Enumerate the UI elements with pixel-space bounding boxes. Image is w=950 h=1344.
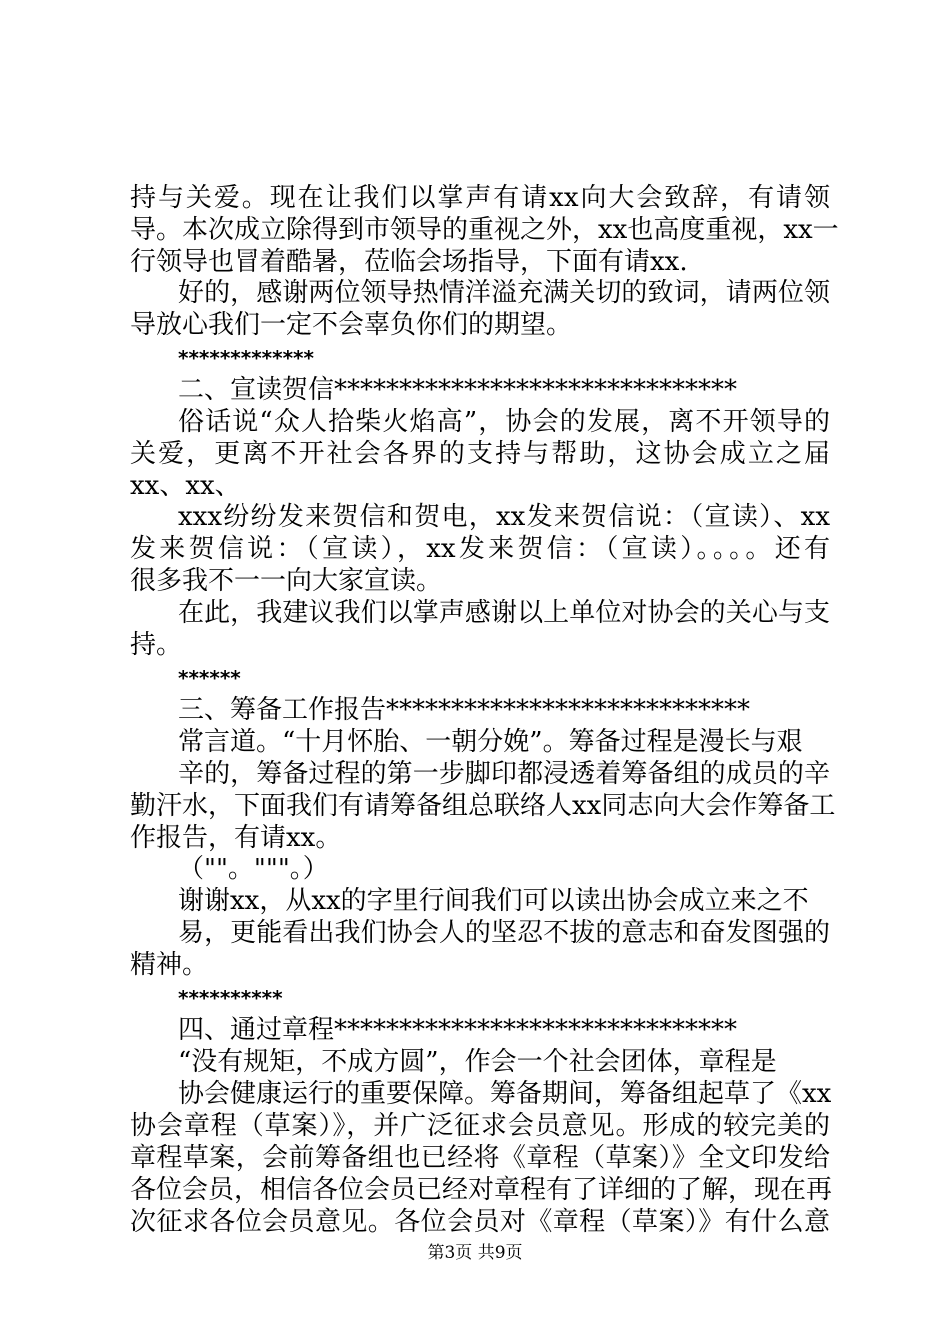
body-line: 好的，感谢两位领导热情洋溢充满关切的致词，请两位领 xyxy=(178,278,830,308)
body-line: 谢谢xx，从xx的字里行间我们可以读出协会成立来之不 xyxy=(178,886,809,916)
body-line: 易，更能看出我们协会人的坚忍不拔的意志和奋发图强的 xyxy=(178,918,830,948)
body-line: 俗话说“众人拾柴火焰高”，协会的发展，离不开领导的 xyxy=(178,407,830,437)
body-line: 辛的，筹备过程的第一步脚印都浸透着筹备组的成员的辛 xyxy=(178,759,830,789)
body-line: xxx纷纷发来贺信和贺电，xx发来贺信说：（宣读）、xx xyxy=(178,502,830,532)
body-line: 次征求各位会员意见。各位会员对《章程（草案）》有什么意 xyxy=(130,1207,830,1237)
body-line: 各位会员，相信各位会员已经对章程有了详细的了解，现在再 xyxy=(130,1175,833,1205)
section-heading: 二、宣读贺信******************************* xyxy=(178,375,738,405)
body-line: 导。本次成立除得到市领导的重视之外，xx也高度重视，xx一 xyxy=(130,215,839,245)
separator-stars: ****** xyxy=(178,666,241,690)
body-line: 关爱，更离不开社会各界的支持与帮助，这协会成立之届 xyxy=(130,439,830,469)
body-line: “没有规矩，不成方圆”，作会一个社会团体，章程是 xyxy=(178,1047,777,1077)
body-line: （""。"""。） xyxy=(178,854,329,884)
body-line: 导放心我们一定不会辜负你们的期望。 xyxy=(130,310,573,340)
body-line: 常言道。“十月怀胎、一朝分娩”。筹备过程是漫长与艰 xyxy=(178,727,803,757)
body-line: 在此，我建议我们以掌声感谢以上单位对协会的关心与支 xyxy=(178,598,830,628)
body-line: 勤汗水，下面我们有请筹备组总联络人xx同志向大会作筹备工 xyxy=(130,791,836,821)
section-heading: 三、筹备工作报告**************************** xyxy=(178,695,751,725)
body-line: 发来贺信说：（宣读），xx发来贺信：（宣读）。。。。还有 xyxy=(130,534,830,564)
separator-stars: ************* xyxy=(178,346,314,370)
body-line: 持与关爱。现在让我们以掌声有请xx向大会致辞，有请领 xyxy=(130,183,830,213)
body-line: 章程草案，会前筹备组也已经将《章程（草案）》全文印发给 xyxy=(130,1143,830,1173)
body-line: 作报告，有请xx。 xyxy=(130,823,342,853)
body-line: xx、xx、 xyxy=(130,471,241,501)
body-line: 持。 xyxy=(130,630,183,660)
page-number-footer: 第3页 共9页 xyxy=(427,1243,523,1263)
body-line: 行领导也冒着酷暑，莅临会场指导，下面有请xx. xyxy=(130,247,688,277)
body-line: 很多我不一一向大家宣读。 xyxy=(130,566,443,596)
section-heading: 四、通过章程******************************* xyxy=(178,1015,738,1045)
body-line: 协会章程（草案）》，并广泛征求会员意见。形成的较完美的 xyxy=(130,1111,830,1141)
body-line: 精神。 xyxy=(130,950,209,980)
separator-stars: ********** xyxy=(178,986,283,1010)
body-line: 协会健康运行的重要保障。筹备期间，筹备组起草了《xx xyxy=(178,1079,832,1109)
